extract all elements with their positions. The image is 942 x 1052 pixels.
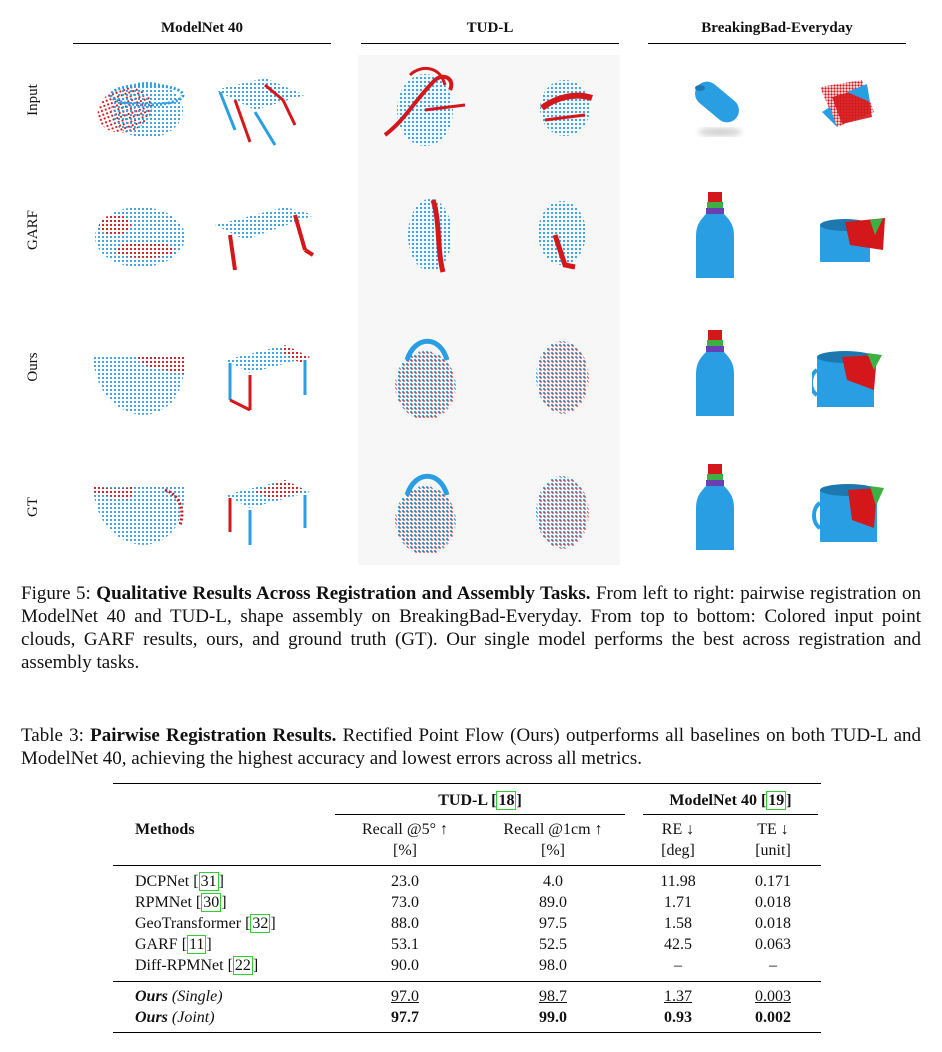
ours-modelnet-table-pointcloud: [215, 335, 315, 415]
citation-link[interactable]: 31: [200, 873, 217, 890]
methods-header: Methods: [135, 821, 195, 838]
row-label-gt: GT: [25, 497, 41, 517]
garf-modelnet-table-pointcloud: [205, 195, 320, 280]
garf-breakingbad-bottle: [690, 190, 740, 285]
table-bottom-rule: [113, 1032, 821, 1033]
group-rule-modelnet: [643, 814, 818, 815]
row-label-garf: GARF: [25, 210, 41, 251]
ours-breakingbad-bottle: [690, 328, 740, 423]
garf-breakingbad-mug: [815, 210, 890, 270]
input-tudl-figurine-pointcloud: [530, 70, 600, 140]
garf-tudl-watering-can-pointcloud: [395, 190, 465, 280]
header-rule: [73, 43, 331, 44]
table-top-rule: [113, 783, 821, 784]
table-caption-body: Rectified Point Flow (Ours) outperforms all baselines on both TUD-L and ModelNet 40, achieving the highest accuracy and lowest errors across all metrics.: [21, 725, 922, 769]
citation-link[interactable]: 22: [234, 957, 251, 974]
table-caption-title: Pairwise Registration Results.: [90, 725, 337, 746]
gt-breakingbad-mug: [812, 478, 887, 550]
table-caption-label: Table 3:: [21, 725, 84, 746]
figure-caption-label: Figure 5:: [21, 583, 91, 604]
column-header-breakingbad: [648, 20, 906, 44]
figure-caption-body: From left to right: pairwise registration on ModelNet 40 and TUD-L, shape assembly on BreakingBad-Everyday. From top to bottom: Colored input point clouds, GARF results, ours, and ground truth (GT). Our single model performs the best across registration and assembly tasks.: [21, 583, 921, 673]
col-header-recall-5deg: Recall @5° ↑ [%]: [362, 821, 448, 859]
header-rule: [648, 43, 906, 44]
input-modelnet-table-pointcloud: [205, 70, 315, 155]
citation-link[interactable]: 30: [203, 894, 220, 911]
ours-tudl-watering-can-pointcloud: [385, 330, 470, 425]
column-header-tudl: [361, 20, 619, 44]
group-header-modelnet: ModelNet 40 [ 19 ]: [669, 792, 792, 809]
gt-modelnet-bowl-pointcloud: [85, 470, 195, 550]
figure-caption-title: Qualitative Results Across Registration and Assembly Tasks.: [96, 583, 591, 604]
row-label-input: Input: [25, 84, 41, 116]
column-header-label: TUD-L: [466, 20, 514, 36]
gt-breakingbad-bottle: [690, 462, 740, 557]
input-modelnet-bowl-pointcloud: [85, 65, 195, 155]
citation-link[interactable]: 11: [189, 936, 205, 953]
ours-breakingbad-mug: [812, 345, 887, 415]
header-rule: [361, 43, 619, 44]
group-header-tudl: TUD-L [ 18 ]: [438, 792, 522, 809]
ours-modelnet-bowl-pointcloud: [85, 340, 195, 420]
citation-link[interactable]: 19: [768, 792, 785, 809]
gt-modelnet-table-pointcloud: [215, 470, 315, 550]
input-breakingbad-bottle-piece: [680, 72, 750, 137]
input-breakingbad-mug-pieces: [812, 72, 892, 137]
input-tudl-watering-can-pointcloud: [375, 60, 475, 160]
header-bottom-rule: [113, 865, 821, 866]
col-header-recall-1cm: Recall @1cm ↑ [%]: [503, 821, 603, 859]
citation-link[interactable]: 32: [252, 915, 269, 932]
column-header-label: ModelNet 40: [160, 20, 244, 36]
col-header-re: RE ↓ [deg]: [661, 821, 695, 859]
col-header-te: TE ↓ [unit]: [755, 821, 791, 859]
citation-link[interactable]: 18: [498, 792, 515, 809]
ours-separator-rule: [113, 981, 821, 982]
column-header-label: BreakingBad-Everyday: [701, 20, 853, 36]
row-label-ours: Ours: [25, 352, 41, 382]
group-rule-tudl: [335, 814, 625, 815]
column-header-modelnet40: [73, 20, 331, 44]
garf-modelnet-bowl-pointcloud: [85, 195, 195, 280]
garf-tudl-figurine-pointcloud: [530, 195, 595, 275]
gt-tudl-figurine-pointcloud: [530, 470, 595, 555]
figure-caption: [21, 582, 921, 674]
ours-tudl-figurine-pointcloud: [530, 335, 595, 420]
table-caption: [21, 724, 921, 770]
gt-tudl-watering-can-pointcloud: [385, 465, 470, 560]
